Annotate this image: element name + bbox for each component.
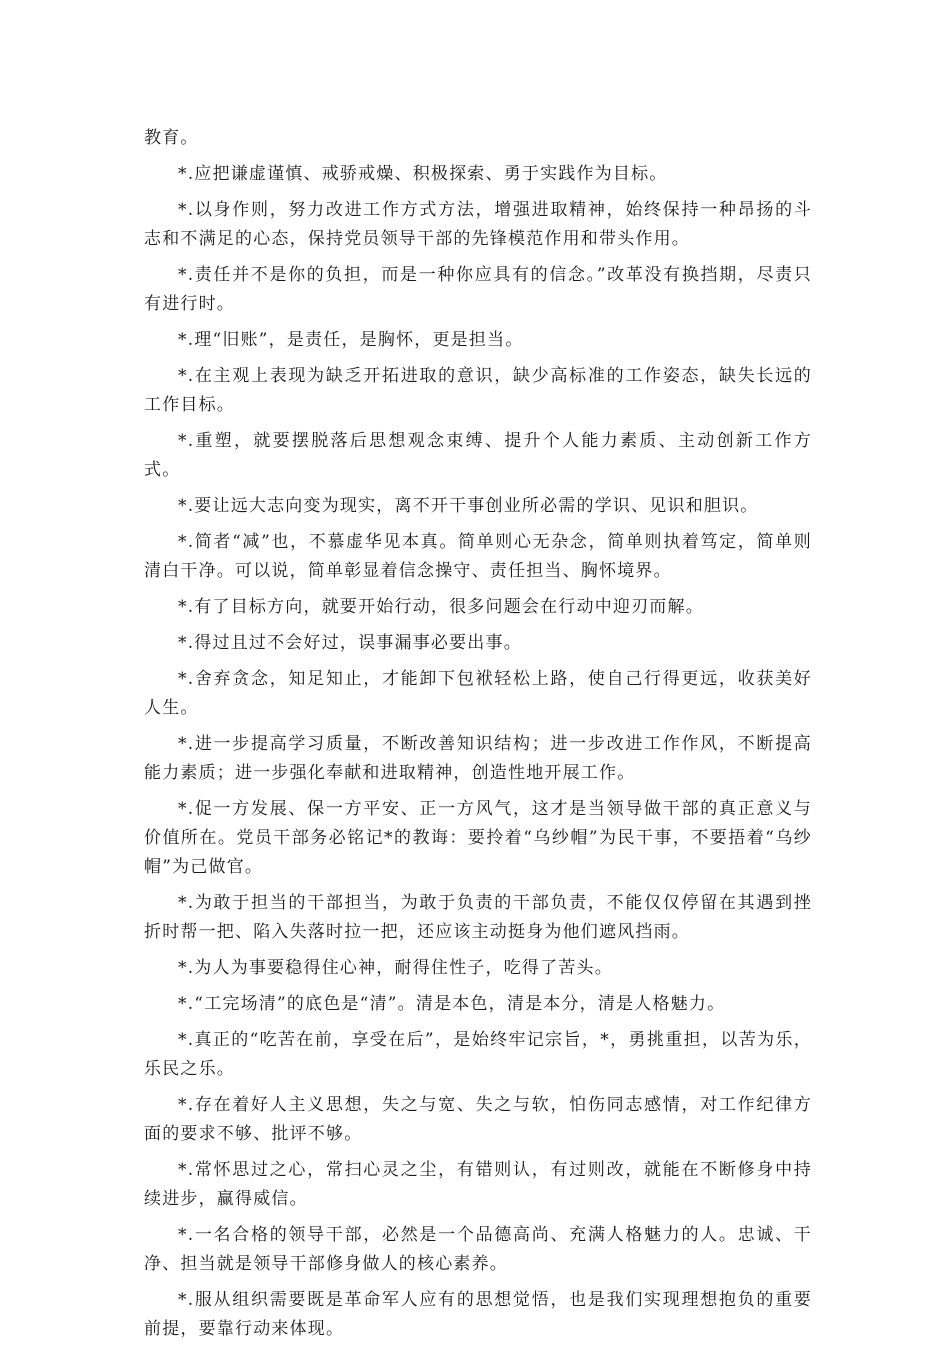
paragraph: *.舍弃贪念，知足知止，才能卸下包袱轻松上路，使自己行得更远，收获美好人生。 <box>144 669 812 718</box>
paragraph: *.得过且过不会好过，误事漏事必要出事。 <box>178 633 522 653</box>
paragraph: *.重塑，就要摆脱落后思想观念束缚、提升个人能力素质、主动创新工作方式。 <box>144 431 812 480</box>
paragraph: *.在主观上表现为缺乏开拓进取的意识，缺少高标准的工作姿态，缺失长远的工作目标。 <box>144 366 812 415</box>
paragraph: *.真正的“吃苦在前，享受在后”，是始终牢记宗旨，*，勇挑重担，以苦为乐，乐民之乐。 <box>144 1030 812 1079</box>
paragraph: *.应把谦虚谨慎、戒骄戒燥、积极探索、勇于实践作为目标。 <box>178 164 668 184</box>
paragraph: *.为敢于担当的干部担当，为敢于负责的干部负责，不能仅仅停留在其遇到挫折时帮一把、陷入失落时拉一把，还应该主动挺身为他们遮风挡雨。 <box>144 893 812 942</box>
paragraph: *.促一方发展、保一方平安、正一方风气，这才是当领导做干部的真正意义与价值所在。党员干部务必铭记*的教诲：要拎着“乌纱帽”为民干事，不要捂着“乌纱帽”为己做官。 <box>144 799 812 877</box>
paragraph: *.进一步提高学习质量，不断改善知识结构；进一步改进工作作风，不断提高能力素质；进一步强化奉献和进取精神，创造性地开展工作。 <box>144 734 812 783</box>
paragraph: *.常怀思过之心，常扫心灵之尘，有错则认，有过则改，就能在不断修身中持续进步，赢得威信。 <box>144 1160 812 1209</box>
paragraph: 教育。 <box>144 128 199 148</box>
paragraph: *.要让远大志向变为现实，离不开干事创业所必需的学识、见识和胆识。 <box>178 496 759 516</box>
paragraph: *.一名合格的领导干部，必然是一个品德高尚、充满人格魅力的人。忠诚、干净、担当就是领导干部修身做人的核心素养。 <box>144 1225 812 1274</box>
paragraph: *.有了目标方向，就要开始行动，很多问题会在行动中迎刃而解。 <box>178 597 704 617</box>
paragraph: *.以身作则，努力改进工作方式方法，增强进取精神，始终保持一种昂扬的斗志和不满足的心态，保持党员领导干部的先锋模范作用和带头作用。 <box>144 200 812 249</box>
paragraph: *.存在着好人主义思想，失之与宽、失之与软，怕伤同志感情，对工作纪律方面的要求不够、批评不够。 <box>144 1095 812 1144</box>
paragraph: *.责任并不是你的负担，而是一种你应具有的信念。”改革没有换挡期，尽责只有进行时。 <box>144 265 812 314</box>
document-body <box>144 124 812 1351</box>
paragraph: *.理“旧账”，是责任，是胸怀，更是担当。 <box>178 330 524 350</box>
paragraph: *.服从组织需要既是革命军人应有的思想觉悟，也是我们实现理想抱负的重要前提，要靠行动来体现。 <box>144 1290 812 1339</box>
paragraph: *.简者“减”也，不慕虚华见本真。简单则心无杂念，简单则执着笃定，简单则清白干净。可以说，简单彰显着信念操守、责任担当、胸怀境界。 <box>144 532 812 581</box>
paragraph: *.“工完场清”的底色是“清”。清是本色，清是本分，清是人格魅力。 <box>178 994 726 1014</box>
paragraph: *.为人为事要稳得住心神，耐得住性子，吃得了苦头。 <box>178 958 613 978</box>
